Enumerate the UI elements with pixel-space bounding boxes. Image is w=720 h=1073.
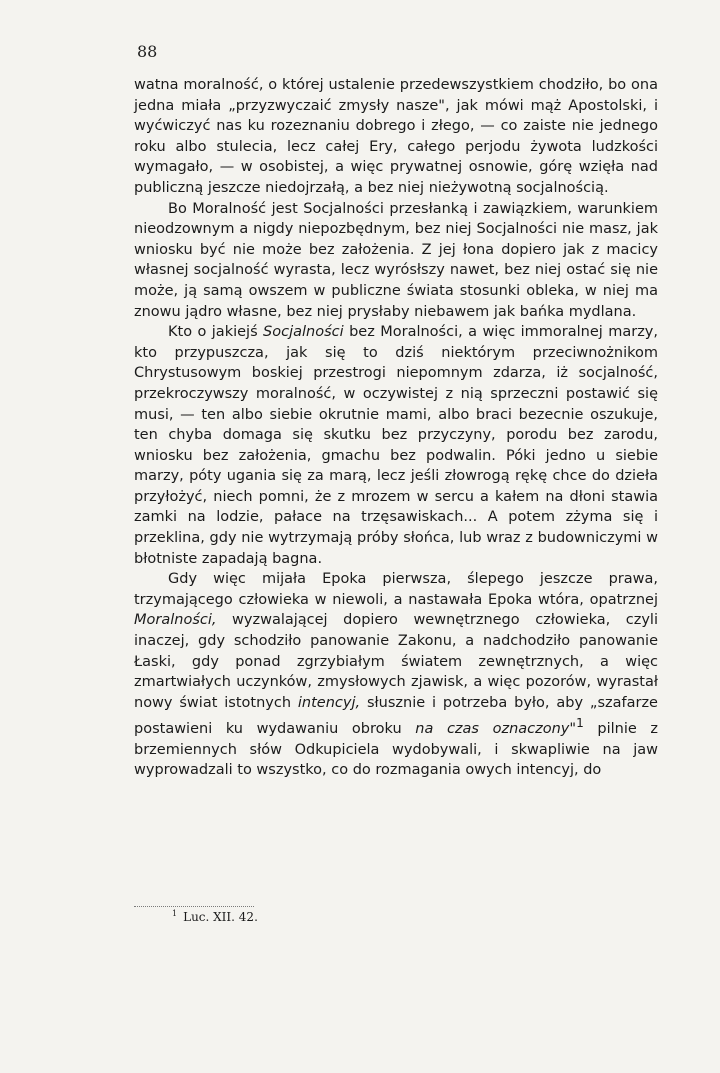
paragraph-4-text-b: wyzwalającej dopiero wewnętrznego człowieka, czyli inaczej, gdy schodziło panowanie Zakonu, a nadchodziło panowanie Łaski, gdy ponad zgrzybiałym światem zewnętrznych, a więc zmartwiałych uczynków, zmysłowych zjawisk, a więc pozorów, wyrastał nowy świat istotnych bbox=[134, 612, 658, 711]
paragraph-4-text-c: słusznie i potrzeba było, aby „szafarze postawieni ku wydawaniu obroku bbox=[134, 694, 658, 738]
paragraph-4-text-e: pilnie z brzemiennych słów Odkupiciela wydobywali, i skwapliwie na jaw wyprowadzali to wszystko, co do rozmagania owych intencyj, do bbox=[134, 721, 658, 779]
footnote-reference: 1 bbox=[576, 716, 584, 731]
footnote-marker: 1 bbox=[172, 909, 178, 918]
paragraph-4 bbox=[134, 569, 658, 781]
body-text bbox=[134, 75, 658, 781]
paragraph-4-italic-c: na czas oznaczony bbox=[415, 721, 570, 738]
paragraph-2: Bo Moralność jest Socjalności przesłanką i zawiązkiem, warunkiem nieodzownym a nigdy niepozbędnym, bez niej Socjalności nie masz, jak wniosku być nie może bez założenia. Z jej łona dopiero jak z macicy własnej socjalność wyrasta, lecz wyrósłszy nawet, bez niej ostać się nie może, ją samą owszem w publiczne świata stosunki obleka, w niej ma znowu jądro własne, bez niej prysłaby niebawem jak bańka mydlana. bbox=[134, 200, 658, 320]
footnote-text: Luc. XII. 42. bbox=[183, 910, 258, 924]
paragraph-4-text-d: " bbox=[569, 721, 577, 738]
paragraph-1: watna moralność, o której ustalenie przedewszystkiem chodziło, bo ona jedna miała „przyzwyczaić zmysły nasze", jak mówi mąż Apostolski, i wyćwiczyć nas ku rozeznaniu dobrego i złego, — co zaiste nie jednego roku albo stulecia, lecz całej Ery, całego perjodu żywota ludzkości wymagało, — w osobistej, a więc prywatnej osnowie, górę wzięła nad publiczną jeszcze niedojrzałą, a bez niej nieżywotną socjalnością. bbox=[134, 77, 658, 196]
paragraph-3-text-b: bez Moralności, a więc immoralnej marzy, kto przypuszcza, jak się to dziś niektórym przeciwnożnikom Chrystusowym boskiej przestrogi niepomnym zdarza, iż socjalność, przekroczywszy moralność, w oczywistej z nią sprzeczni postawić się musi, — ten albo siebie okrutnie mami, albo braci bezecnie oszukuje, ten chyba domaga się skutku bez przyczyny, porodu bez zarodu, wniosku bez założenia, gmachu bez podwalin. Póki jedno u siebie marzy, póty ugania się za marą, lecz jeśli złowrogą rękę chce do dzieła przyłożyć, niech pomni, że z mrozem w sercu a kałem na dłoni stawia zamki na lodzie, pałace na trzęsawiskach... A potem zżyma się i przeklina, gdy nie wytrzymają próby słońca, lub wraz z budowniczymi w błotniste zapadają bagna. bbox=[134, 324, 658, 567]
paragraph-3-italic: Socjalności bbox=[263, 324, 344, 341]
paragraph-4-italic-a: Moralności, bbox=[134, 612, 217, 629]
page-number: 88 bbox=[137, 42, 158, 61]
footnote-divider bbox=[134, 906, 254, 907]
paragraph-4-italic-b: intencyj, bbox=[297, 694, 361, 711]
paragraph-4-text-a: Gdy więc mijała Epoka pierwsza, ślepego jeszcze prawa, trzymającego człowieka w niewoli, a nastawała Epoka wtóra, opatrznej bbox=[134, 571, 658, 608]
paragraph-3-text-a: Kto o jakiejś bbox=[168, 324, 264, 341]
paragraph-3 bbox=[134, 322, 658, 569]
footnote bbox=[172, 909, 258, 924]
